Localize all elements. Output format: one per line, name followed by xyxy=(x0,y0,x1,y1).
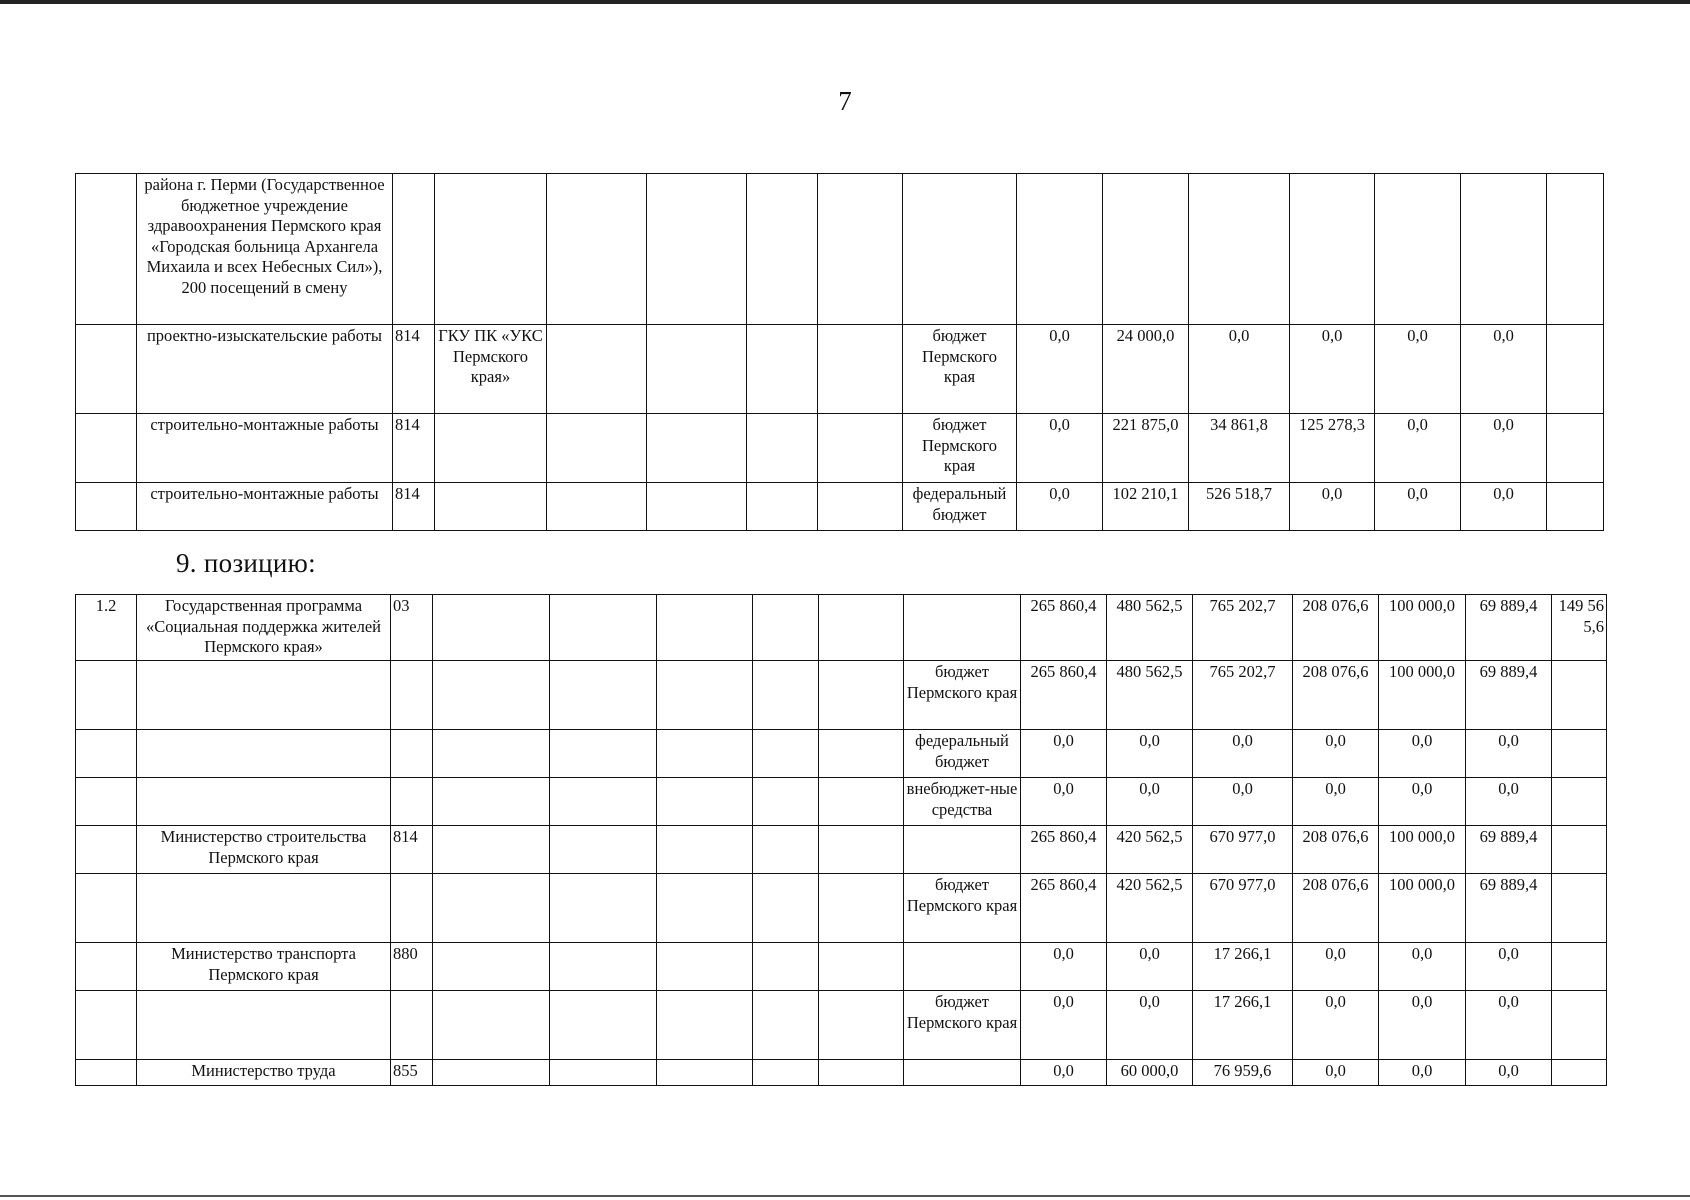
cell-empty xyxy=(647,414,747,483)
cell-empty xyxy=(433,1060,550,1086)
cell-source: федеральный бюджет xyxy=(903,483,1017,531)
cell-empty xyxy=(819,991,904,1060)
cell-amount xyxy=(1552,874,1607,943)
cell-amount xyxy=(1461,174,1547,325)
cell-amount: 0,0 xyxy=(1107,730,1193,778)
cell-empty xyxy=(753,874,819,943)
table-row xyxy=(76,874,1607,943)
cell-amount: 0,0 xyxy=(1293,943,1379,991)
cell-empty xyxy=(747,325,818,414)
cell-code xyxy=(391,991,433,1060)
cell-amount xyxy=(1547,174,1604,325)
cell-amount xyxy=(1552,730,1607,778)
cell-amount: 60 000,0 xyxy=(1107,1060,1193,1086)
cell-amount xyxy=(1103,174,1189,325)
cell-amount: 24 000,0 xyxy=(1103,325,1189,414)
cell-amount: 0,0 xyxy=(1293,778,1379,826)
cell-empty xyxy=(550,826,657,874)
cell-amount: 100 000,0 xyxy=(1379,661,1466,730)
cell-object-name: Министерство строительства Пермского края xyxy=(137,826,391,874)
cell-amount: 265 860,4 xyxy=(1021,661,1107,730)
cell-amount: 0,0 xyxy=(1290,325,1375,414)
cell-amount: 0,0 xyxy=(1189,325,1290,414)
cell-empty xyxy=(657,991,753,1060)
cell-index xyxy=(76,483,137,531)
cell-empty xyxy=(753,730,819,778)
cell-empty xyxy=(819,661,904,730)
budget-table-bottom xyxy=(75,594,1607,1086)
cell-amount: 0,0 xyxy=(1021,778,1107,826)
cell-amount xyxy=(1017,174,1103,325)
cell-object-name xyxy=(137,730,391,778)
cell-amount: 0,0 xyxy=(1466,991,1552,1060)
cell-empty xyxy=(753,595,819,661)
cell-source xyxy=(904,826,1021,874)
cell-amount: 0,0 xyxy=(1461,325,1547,414)
cell-amount xyxy=(1552,826,1607,874)
cell-object-name: Министерство труда xyxy=(137,1060,391,1086)
cell-empty xyxy=(547,483,647,531)
cell-object-name xyxy=(137,778,391,826)
table-row xyxy=(76,483,1604,531)
cell-empty xyxy=(433,826,550,874)
cell-index xyxy=(76,174,137,325)
cell-empty xyxy=(657,943,753,991)
cell-executor xyxy=(435,414,547,483)
cell-source: бюджет Пермского края xyxy=(904,661,1021,730)
cell-index xyxy=(76,826,137,874)
cell-code: 855 xyxy=(391,1060,433,1086)
cell-empty xyxy=(647,174,747,325)
cell-amount xyxy=(1552,991,1607,1060)
cell-index xyxy=(76,325,137,414)
cell-amount: 0,0 xyxy=(1021,1060,1107,1086)
cell-code xyxy=(391,874,433,943)
cell-amount: 208 076,6 xyxy=(1293,826,1379,874)
cell-amount: 0,0 xyxy=(1193,730,1293,778)
cell-amount: 0,0 xyxy=(1466,943,1552,991)
cell-source: бюджет Пермского края xyxy=(904,991,1021,1060)
cell-amount: 0,0 xyxy=(1017,325,1103,414)
cell-amount: 69 889,4 xyxy=(1466,595,1552,661)
cell-amount: 765 202,7 xyxy=(1193,661,1293,730)
cell-empty xyxy=(433,730,550,778)
cell-source: бюджет Пермского края xyxy=(904,874,1021,943)
cell-code xyxy=(391,778,433,826)
cell-amount: 480 562,5 xyxy=(1107,595,1193,661)
cell-index xyxy=(76,661,137,730)
budget-table-top xyxy=(75,173,1604,531)
cell-source: бюджет Пермского края xyxy=(903,414,1017,483)
scan-bottom-edge xyxy=(0,1195,1690,1197)
cell-amount: 0,0 xyxy=(1375,483,1461,531)
cell-code xyxy=(391,661,433,730)
cell-amount: 69 889,4 xyxy=(1466,661,1552,730)
cell-empty xyxy=(819,730,904,778)
cell-source xyxy=(904,1060,1021,1086)
cell-amount: 0,0 xyxy=(1193,778,1293,826)
cell-empty xyxy=(657,1060,753,1086)
scan-top-edge xyxy=(0,0,1690,4)
cell-index xyxy=(76,778,137,826)
cell-code: 814 xyxy=(393,483,435,531)
cell-amount: 100 000,0 xyxy=(1379,826,1466,874)
cell-code xyxy=(393,174,435,325)
cell-object-name: строительно-монтажные работы xyxy=(137,414,393,483)
cell-amount: 0,0 xyxy=(1375,414,1461,483)
cell-amount: 0,0 xyxy=(1021,991,1107,1060)
cell-source: бюджет Пермского края xyxy=(903,325,1017,414)
cell-empty xyxy=(547,414,647,483)
cell-empty xyxy=(753,778,819,826)
cell-source xyxy=(904,595,1021,661)
cell-empty xyxy=(657,874,753,943)
cell-empty xyxy=(433,661,550,730)
cell-amount: 265 860,4 xyxy=(1021,595,1107,661)
cell-executor xyxy=(435,174,547,325)
cell-executor: ГКУ ПК «УКС Пермского края» xyxy=(435,325,547,414)
cell-empty xyxy=(433,991,550,1060)
cell-amount: 0,0 xyxy=(1021,730,1107,778)
cell-amount: 0,0 xyxy=(1466,778,1552,826)
cell-amount: 0,0 xyxy=(1107,943,1193,991)
cell-object-name: строительно-монтажные работы xyxy=(137,483,393,531)
cell-amount: 0,0 xyxy=(1379,730,1466,778)
cell-amount: 0,0 xyxy=(1017,414,1103,483)
section-heading: 9. позицию: xyxy=(176,548,316,578)
table-row xyxy=(76,325,1604,414)
cell-amount: 17 266,1 xyxy=(1193,991,1293,1060)
cell-empty xyxy=(753,1060,819,1086)
cell-amount: 102 210,1 xyxy=(1103,483,1189,531)
table-row xyxy=(76,730,1607,778)
cell-empty xyxy=(818,414,903,483)
cell-empty xyxy=(550,730,657,778)
cell-amount xyxy=(1552,1060,1607,1086)
cell-amount: 765 202,7 xyxy=(1193,595,1293,661)
cell-amount xyxy=(1547,414,1604,483)
cell-amount xyxy=(1375,174,1461,325)
cell-source xyxy=(904,943,1021,991)
cell-empty xyxy=(819,778,904,826)
cell-object-name xyxy=(137,991,391,1060)
cell-empty xyxy=(433,778,550,826)
cell-empty xyxy=(657,730,753,778)
cell-empty xyxy=(747,414,818,483)
cell-amount xyxy=(1547,483,1604,531)
cell-amount: 0,0 xyxy=(1375,325,1461,414)
cell-empty xyxy=(819,943,904,991)
table-row xyxy=(76,943,1607,991)
cell-executor xyxy=(435,483,547,531)
cell-amount: 0,0 xyxy=(1107,778,1193,826)
table-row xyxy=(76,174,1604,325)
cell-empty xyxy=(753,826,819,874)
cell-empty xyxy=(747,174,818,325)
cell-amount: 0,0 xyxy=(1290,483,1375,531)
cell-empty xyxy=(753,943,819,991)
cell-empty xyxy=(547,174,647,325)
cell-empty xyxy=(550,943,657,991)
cell-index xyxy=(76,943,137,991)
cell-empty xyxy=(550,1060,657,1086)
cell-amount: 125 278,3 xyxy=(1290,414,1375,483)
cell-amount: 480 562,5 xyxy=(1107,661,1193,730)
cell-object-name: района г. Перми (Государственное бюджетное учреждение здравоохранения Пермского края «Городская больница Архангела Михаила и всех Небесных Сил»), 200 посещений в смену xyxy=(137,174,393,325)
cell-amount: 420 562,5 xyxy=(1107,874,1193,943)
cell-empty xyxy=(818,174,903,325)
cell-amount xyxy=(1290,174,1375,325)
cell-empty xyxy=(647,325,747,414)
table-row xyxy=(76,826,1607,874)
cell-index xyxy=(76,730,137,778)
cell-empty xyxy=(818,483,903,531)
cell-amount: 0,0 xyxy=(1017,483,1103,531)
cell-amount: 208 076,6 xyxy=(1293,661,1379,730)
cell-amount: 69 889,4 xyxy=(1466,874,1552,943)
cell-empty xyxy=(433,874,550,943)
cell-amount: 670 977,0 xyxy=(1193,874,1293,943)
cell-amount: 208 076,6 xyxy=(1293,874,1379,943)
cell-empty xyxy=(657,826,753,874)
cell-source: федеральный бюджет xyxy=(904,730,1021,778)
cell-amount: 670 977,0 xyxy=(1193,826,1293,874)
cell-index xyxy=(76,991,137,1060)
cell-empty xyxy=(550,778,657,826)
cell-empty xyxy=(657,661,753,730)
table-row xyxy=(76,595,1607,661)
cell-amount: 0,0 xyxy=(1379,943,1466,991)
cell-code: 814 xyxy=(393,414,435,483)
cell-empty xyxy=(753,991,819,1060)
cell-amount xyxy=(1552,661,1607,730)
cell-empty xyxy=(550,595,657,661)
cell-empty xyxy=(747,483,818,531)
cell-empty xyxy=(433,943,550,991)
cell-amount: 100 000,0 xyxy=(1379,595,1466,661)
table-row xyxy=(76,778,1607,826)
cell-amount: 420 562,5 xyxy=(1107,826,1193,874)
cell-amount: 0,0 xyxy=(1379,991,1466,1060)
cell-empty xyxy=(657,595,753,661)
cell-amount: 526 518,7 xyxy=(1189,483,1290,531)
cell-source: внебюджет-ные средства xyxy=(904,778,1021,826)
cell-source xyxy=(903,174,1017,325)
cell-index xyxy=(76,414,137,483)
cell-amount: 0,0 xyxy=(1379,1060,1466,1086)
cell-code: 03 xyxy=(391,595,433,661)
cell-amount xyxy=(1552,943,1607,991)
cell-amount: 149 565,6 xyxy=(1552,595,1607,661)
cell-amount: 0,0 xyxy=(1379,778,1466,826)
cell-object-name xyxy=(137,661,391,730)
cell-object-name xyxy=(137,874,391,943)
cell-amount: 34 861,8 xyxy=(1189,414,1290,483)
cell-code: 814 xyxy=(391,826,433,874)
cell-index: 1.2 xyxy=(76,595,137,661)
cell-object-name: Государственная программа «Социальная поддержка жителей Пермского края» xyxy=(137,595,391,661)
cell-amount: 221 875,0 xyxy=(1103,414,1189,483)
cell-empty xyxy=(547,325,647,414)
table-row xyxy=(76,661,1607,730)
cell-empty xyxy=(819,874,904,943)
cell-amount: 0,0 xyxy=(1461,414,1547,483)
cell-object-name: проектно-изыскательские работы xyxy=(137,325,393,414)
cell-empty xyxy=(819,595,904,661)
cell-empty xyxy=(818,325,903,414)
table-row xyxy=(76,1060,1607,1086)
cell-amount xyxy=(1547,325,1604,414)
cell-empty xyxy=(433,595,550,661)
cell-empty xyxy=(753,661,819,730)
cell-amount: 0,0 xyxy=(1021,943,1107,991)
cell-empty xyxy=(657,778,753,826)
cell-amount: 76 959,6 xyxy=(1193,1060,1293,1086)
cell-code: 880 xyxy=(391,943,433,991)
cell-empty xyxy=(550,991,657,1060)
cell-code xyxy=(391,730,433,778)
cell-empty xyxy=(647,483,747,531)
cell-amount: 265 860,4 xyxy=(1021,826,1107,874)
table-row xyxy=(76,414,1604,483)
page-number: 7 xyxy=(838,86,852,116)
table-row xyxy=(76,991,1607,1060)
cell-empty xyxy=(819,1060,904,1086)
cell-empty xyxy=(550,874,657,943)
cell-amount: 0,0 xyxy=(1461,483,1547,531)
cell-amount: 17 266,1 xyxy=(1193,943,1293,991)
cell-amount: 0,0 xyxy=(1293,730,1379,778)
cell-object-name: Министерство транспорта Пермского края xyxy=(137,943,391,991)
cell-amount: 0,0 xyxy=(1466,1060,1552,1086)
cell-code: 814 xyxy=(393,325,435,414)
cell-amount: 0,0 xyxy=(1293,1060,1379,1086)
cell-amount: 208 076,6 xyxy=(1293,595,1379,661)
cell-index xyxy=(76,1060,137,1086)
cell-amount: 100 000,0 xyxy=(1379,874,1466,943)
cell-amount: 0,0 xyxy=(1293,991,1379,1060)
cell-amount: 69 889,4 xyxy=(1466,826,1552,874)
cell-amount: 265 860,4 xyxy=(1021,874,1107,943)
cell-amount xyxy=(1189,174,1290,325)
cell-amount xyxy=(1552,778,1607,826)
cell-amount: 0,0 xyxy=(1107,991,1193,1060)
cell-index xyxy=(76,874,137,943)
cell-amount: 0,0 xyxy=(1466,730,1552,778)
cell-empty xyxy=(819,826,904,874)
cell-empty xyxy=(550,661,657,730)
